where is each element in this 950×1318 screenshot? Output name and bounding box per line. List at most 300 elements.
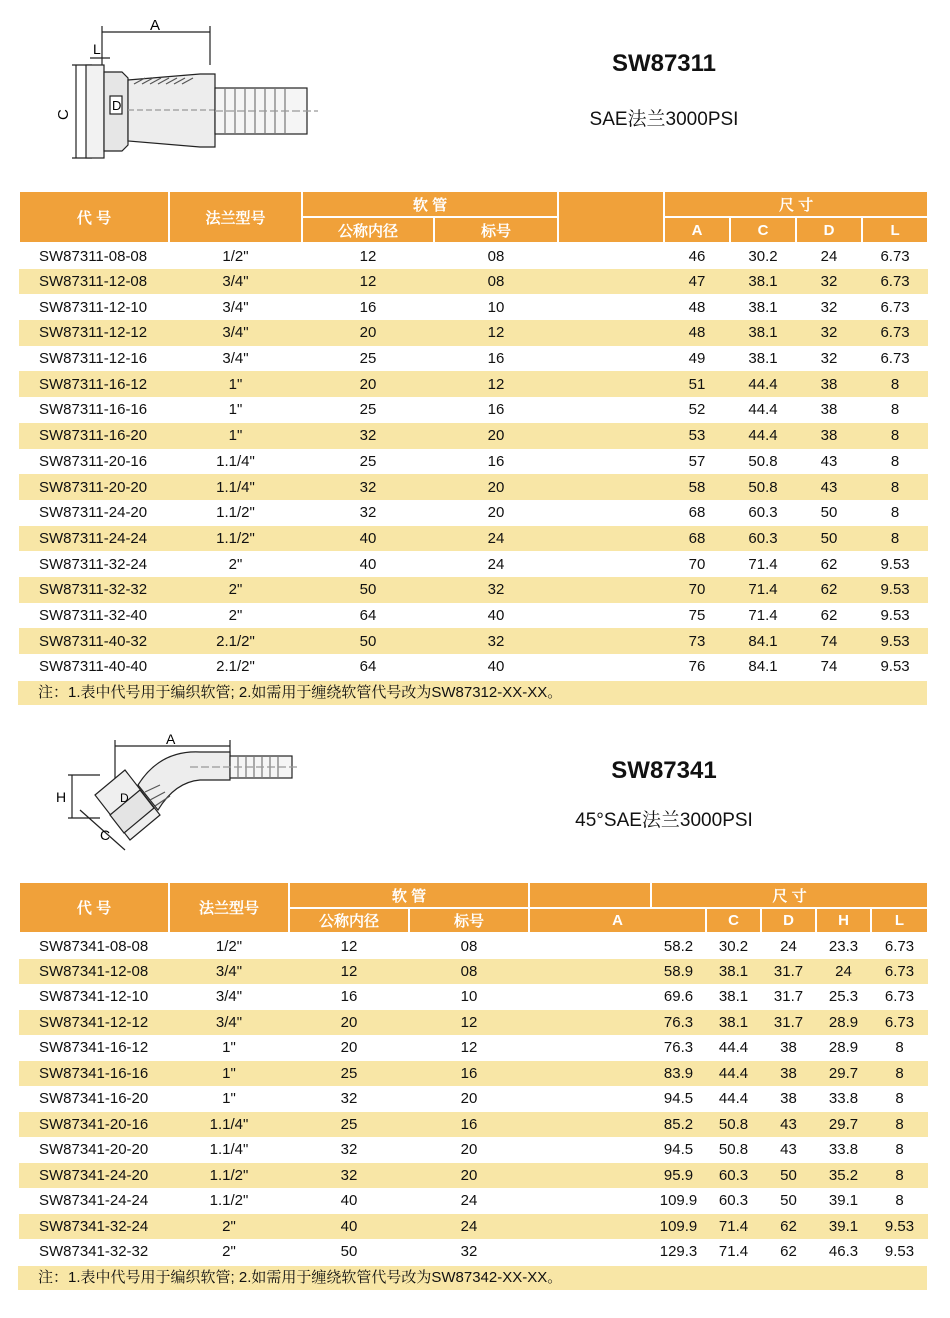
value-cell: 32 [289,1163,409,1189]
table-row [19,1239,928,1265]
table-row [19,423,928,449]
blank-cell [558,423,664,449]
value-cell: 20 [302,320,434,346]
value-cell: 71.4 [730,577,796,603]
value-cell: 71.4 [730,551,796,577]
value-cell: 62 [796,603,862,629]
code-cell: SW87341-32-24 [19,1214,169,1240]
value-cell: 1.1/4" [169,1137,289,1163]
code-cell: SW87341-16-12 [19,1035,169,1061]
value-cell: 8 [862,371,928,397]
col-header-code: 代 号 [19,191,169,243]
value-cell: 69.6 [651,984,706,1010]
code-cell: SW87341-12-12 [19,1010,169,1036]
table-row [19,500,928,526]
value-cell: 39.1 [816,1188,871,1214]
value-cell: 16 [409,1112,529,1138]
value-cell: 40 [434,603,558,629]
product1-subtitle: SAE法兰3000PSI [589,109,739,130]
value-cell: 32 [434,577,558,603]
table-row [19,449,928,475]
table-row [19,1061,928,1087]
value-cell: 32 [434,628,558,654]
value-cell: 8 [871,1035,928,1061]
value-cell: 74 [796,654,862,680]
value-cell: 20 [409,1163,529,1189]
value-cell: 20 [434,474,558,500]
value-cell: 47 [664,269,730,295]
dim-label-d: D [112,98,122,113]
blank-cell [558,500,664,526]
code-cell: SW87311-12-10 [19,294,169,320]
value-cell: 32 [409,1239,529,1265]
code-cell: SW87341-12-10 [19,984,169,1010]
value-cell: 8 [871,1188,928,1214]
value-cell: 1.1/2" [169,1188,289,1214]
product2-note: 注：1.表中代号用于编织软管; 2.如需用于缠绕软管代号改为SW87342-XX-XX。 [18,1266,927,1290]
col-header-hose: 软 管 [302,191,558,217]
col-header-dim-d: D [761,908,816,933]
table-row [19,933,928,959]
value-cell: 6.73 [862,346,928,372]
table-row [19,577,928,603]
value-cell: 30.2 [730,243,796,269]
value-cell: 50 [796,500,862,526]
value-cell: 44.4 [706,1035,761,1061]
value-cell: 6.73 [862,243,928,269]
product2-spec-table [18,881,929,1265]
blank-cell [529,1188,651,1214]
code-cell: SW87341-12-08 [19,959,169,985]
value-cell: 20 [409,1137,529,1163]
value-cell: 8 [871,1061,928,1087]
code-cell: SW87341-24-24 [19,1188,169,1214]
value-cell: 3/4" [169,346,302,372]
blank-cell [558,346,664,372]
col-header-blank [558,191,664,243]
table-row [19,269,928,295]
value-cell: 16 [302,294,434,320]
value-cell: 32 [796,320,862,346]
dim-label-a: A [166,731,176,747]
code-cell: SW87341-24-20 [19,1163,169,1189]
value-cell: 8 [871,1163,928,1189]
value-cell: 70 [664,551,730,577]
code-cell: SW87341-20-20 [19,1137,169,1163]
value-cell: 12 [289,959,409,985]
value-cell: 12 [302,243,434,269]
value-cell: 29.7 [816,1112,871,1138]
value-cell: 62 [796,551,862,577]
value-cell: 32 [796,346,862,372]
value-cell: 60.3 [706,1163,761,1189]
col-header-mark: 标号 [409,908,529,933]
value-cell: 28.9 [816,1035,871,1061]
blank-cell [558,371,664,397]
value-cell: 08 [434,243,558,269]
value-cell: 74 [796,628,862,654]
value-cell: 43 [761,1137,816,1163]
value-cell: 3/4" [169,269,302,295]
value-cell: 9.53 [862,577,928,603]
value-cell: 38.1 [730,269,796,295]
value-cell: 32 [289,1086,409,1112]
value-cell: 48 [664,320,730,346]
value-cell: 1.1/2" [169,526,302,552]
value-cell: 50.8 [730,449,796,475]
blank-cell [529,1035,651,1061]
value-cell: 12 [409,1035,529,1061]
value-cell: 8 [862,474,928,500]
value-cell: 71.4 [706,1214,761,1240]
value-cell: 43 [761,1112,816,1138]
value-cell: 30.2 [706,933,761,959]
product1-note: 注：1.表中代号用于编织软管; 2.如需用于缠绕软管代号改为SW87312-XX-XX。 [18,681,927,705]
value-cell: 25 [289,1112,409,1138]
blank-cell [529,1112,651,1138]
value-cell: 58.9 [651,959,706,985]
value-cell: 20 [289,1035,409,1061]
dim-label-c: C [55,109,72,120]
value-cell: 83.9 [651,1061,706,1087]
blank-cell [558,551,664,577]
straight-flange-fitting-drawing [50,10,330,170]
value-cell: 8 [871,1137,928,1163]
code-cell: SW87311-16-16 [19,397,169,423]
value-cell: 31.7 [761,959,816,985]
col-header-dim-c: C [706,908,761,933]
value-cell: 8 [862,449,928,475]
value-cell: 84.1 [730,654,796,680]
code-cell: SW87311-12-08 [19,269,169,295]
value-cell: 109.9 [651,1188,706,1214]
value-cell: 39.1 [816,1214,871,1240]
value-cell: 40 [289,1188,409,1214]
value-cell: 71.4 [706,1239,761,1265]
value-cell: 25 [289,1061,409,1087]
col-header-dim-h: H [816,908,871,933]
col-header-nominal: 公称内径 [302,217,434,243]
value-cell: 84.1 [730,628,796,654]
blank-cell [558,397,664,423]
code-cell: SW87311-32-24 [19,551,169,577]
value-cell: 40 [302,551,434,577]
table-row [19,603,928,629]
value-cell: 2" [169,1214,289,1240]
code-cell: SW87341-32-32 [19,1239,169,1265]
value-cell: 44.4 [730,371,796,397]
value-cell: 44.4 [730,397,796,423]
product2-title: SW87341 [611,757,717,784]
value-cell: 20 [434,423,558,449]
col-header-hose: 软 管 [289,882,529,908]
value-cell: 8 [862,423,928,449]
blank-cell [558,243,664,269]
blank-cell [529,1137,651,1163]
dim-label-a: A [150,17,161,34]
value-cell: 44.4 [730,423,796,449]
product2-subtitle: 45°SAE法兰3000PSI [575,810,753,831]
value-cell: 20 [302,371,434,397]
value-cell: 24 [816,959,871,985]
value-cell: 94.5 [651,1137,706,1163]
table-row [19,397,928,423]
blank-cell [558,294,664,320]
value-cell: 62 [796,577,862,603]
table-row [19,654,928,680]
value-cell: 24 [434,526,558,552]
value-cell: 71.4 [730,603,796,629]
col-header-dim-d: D [796,217,862,243]
value-cell: 2.1/2" [169,628,302,654]
value-cell: 50 [302,628,434,654]
value-cell: 10 [409,984,529,1010]
value-cell: 23.3 [816,933,871,959]
blank-cell [558,628,664,654]
value-cell: 1.1/4" [169,1112,289,1138]
value-cell: 57 [664,449,730,475]
value-cell: 2" [169,577,302,603]
value-cell: 60.3 [730,500,796,526]
table-row [19,346,928,372]
value-cell: 38.1 [706,984,761,1010]
value-cell: 8 [862,526,928,552]
value-cell: 32 [302,474,434,500]
value-cell: 109.9 [651,1214,706,1240]
value-cell: 1" [169,1061,289,1087]
table-row [19,1010,928,1036]
value-cell: 12 [289,933,409,959]
value-cell: 16 [434,397,558,423]
value-cell: 1.1/2" [169,500,302,526]
blank-cell [558,526,664,552]
value-cell: 1" [169,1086,289,1112]
code-cell: SW87311-12-12 [19,320,169,346]
value-cell: 29.7 [816,1061,871,1087]
value-cell: 60.3 [730,526,796,552]
value-cell: 64 [302,654,434,680]
code-cell: SW87311-40-32 [19,628,169,654]
value-cell: 31.7 [761,984,816,1010]
value-cell: 3/4" [169,320,302,346]
value-cell: 1/2" [169,243,302,269]
value-cell: 32 [289,1137,409,1163]
value-cell: 6.73 [862,269,928,295]
value-cell: 62 [761,1239,816,1265]
blank-cell [529,1214,651,1240]
value-cell: 50.8 [706,1112,761,1138]
value-cell: 25 [302,346,434,372]
value-cell: 16 [434,346,558,372]
value-cell: 50 [796,526,862,552]
value-cell: 50 [761,1163,816,1189]
value-cell: 6.73 [871,933,928,959]
value-cell: 58 [664,474,730,500]
value-cell: 6.73 [871,984,928,1010]
value-cell: 32 [796,269,862,295]
value-cell: 33.8 [816,1137,871,1163]
value-cell: 28.9 [816,1010,871,1036]
code-cell: SW87311-24-20 [19,500,169,526]
value-cell: 3/4" [169,1010,289,1036]
blank-cell [558,449,664,475]
value-cell: 53 [664,423,730,449]
value-cell: 32 [796,294,862,320]
code-cell: SW87311-16-20 [19,423,169,449]
table-row [19,526,928,552]
table-row [19,551,928,577]
value-cell: 40 [302,526,434,552]
value-cell: 31.7 [761,1010,816,1036]
code-cell: SW87341-08-08 [19,933,169,959]
value-cell: 32 [302,423,434,449]
table-row [19,474,928,500]
code-cell: SW87311-20-16 [19,449,169,475]
value-cell: 16 [434,449,558,475]
value-cell: 25 [302,449,434,475]
value-cell: 9.53 [862,628,928,654]
value-cell: 6.73 [871,959,928,985]
angled-45-flange-fitting-drawing [50,730,320,860]
value-cell: 51 [664,371,730,397]
value-cell: 75 [664,603,730,629]
blank-cell [529,984,651,1010]
value-cell: 38 [761,1086,816,1112]
value-cell: 6.73 [862,294,928,320]
table-row [19,984,928,1010]
blank-cell [529,1086,651,1112]
value-cell: 9.53 [862,603,928,629]
value-cell: 46 [664,243,730,269]
value-cell: 62 [761,1214,816,1240]
value-cell: 50 [302,577,434,603]
value-cell: 38.1 [706,1010,761,1036]
value-cell: 1" [169,1035,289,1061]
value-cell: 64 [302,603,434,629]
value-cell: 43 [796,449,862,475]
code-cell: SW87311-32-40 [19,603,169,629]
blank-cell [529,933,651,959]
value-cell: 2.1/2" [169,654,302,680]
blank-cell [558,577,664,603]
value-cell: 58.2 [651,933,706,959]
product1-title: SW87311 [611,50,717,77]
value-cell: 9.53 [862,654,928,680]
value-cell: 38 [761,1035,816,1061]
value-cell: 16 [289,984,409,1010]
code-cell: SW87311-24-24 [19,526,169,552]
table-row [19,628,928,654]
col-header-size: 尺 寸 [664,191,928,217]
blank-cell [529,1061,651,1087]
value-cell: 32 [302,500,434,526]
value-cell: 10 [434,294,558,320]
value-cell: 95.9 [651,1163,706,1189]
value-cell: 40 [289,1214,409,1240]
value-cell: 129.3 [651,1239,706,1265]
blank-cell [558,474,664,500]
value-cell: 24 [409,1188,529,1214]
value-cell: 1.1/4" [169,474,302,500]
value-cell: 08 [409,959,529,985]
value-cell: 3/4" [169,984,289,1010]
value-cell: 76 [664,654,730,680]
value-cell: 24 [409,1214,529,1240]
blank-cell [558,654,664,680]
value-cell: 20 [289,1010,409,1036]
table-row [19,1214,928,1240]
value-cell: 44.4 [706,1086,761,1112]
col-header-dim-l: L [862,217,928,243]
value-cell: 1" [169,397,302,423]
value-cell: 70 [664,577,730,603]
value-cell: 24 [761,933,816,959]
code-cell: SW87341-16-20 [19,1086,169,1112]
value-cell: 9.53 [871,1214,928,1240]
blank-cell [558,269,664,295]
value-cell: 1.1/4" [169,449,302,475]
col-header-flange: 法兰型号 [169,882,289,933]
value-cell: 52 [664,397,730,423]
table-row [19,243,928,269]
value-cell: 2" [169,603,302,629]
value-cell: 44.4 [706,1061,761,1087]
value-cell: 40 [434,654,558,680]
col-header-dim-l: L [871,908,928,933]
value-cell: 20 [434,500,558,526]
blank-cell [529,959,651,985]
value-cell: 6.73 [871,1010,928,1036]
col-header-code: 代 号 [19,882,169,933]
col-header-dim-a: A [664,217,730,243]
value-cell: 68 [664,500,730,526]
value-cell: 33.8 [816,1086,871,1112]
dim-label-l: L [93,41,101,57]
value-cell: 9.53 [871,1239,928,1265]
table-row [19,1112,928,1138]
value-cell: 76.3 [651,1035,706,1061]
table-row [19,320,928,346]
value-cell: 38 [761,1061,816,1087]
value-cell: 1" [169,371,302,397]
table-row [19,1188,928,1214]
value-cell: 60.3 [706,1188,761,1214]
value-cell: 12 [409,1010,529,1036]
value-cell: 25 [302,397,434,423]
value-cell: 12 [434,371,558,397]
value-cell: 24 [434,551,558,577]
table-row [19,959,928,985]
value-cell: 08 [434,269,558,295]
value-cell: 50 [761,1188,816,1214]
table-row [19,1086,928,1112]
code-cell: SW87311-12-16 [19,346,169,372]
blank-cell [558,320,664,346]
table-row [19,371,928,397]
value-cell: 49 [664,346,730,372]
value-cell: 38 [796,371,862,397]
value-cell: 3/4" [169,959,289,985]
col-header-mark: 标号 [434,217,558,243]
code-cell: SW87341-20-16 [19,1112,169,1138]
value-cell: 1.1/2" [169,1163,289,1189]
value-cell: 12 [302,269,434,295]
value-cell: 35.2 [816,1163,871,1189]
table-row [19,1163,928,1189]
value-cell: 48 [664,294,730,320]
col-header-dim-c: C [730,217,796,243]
value-cell: 46.3 [816,1239,871,1265]
